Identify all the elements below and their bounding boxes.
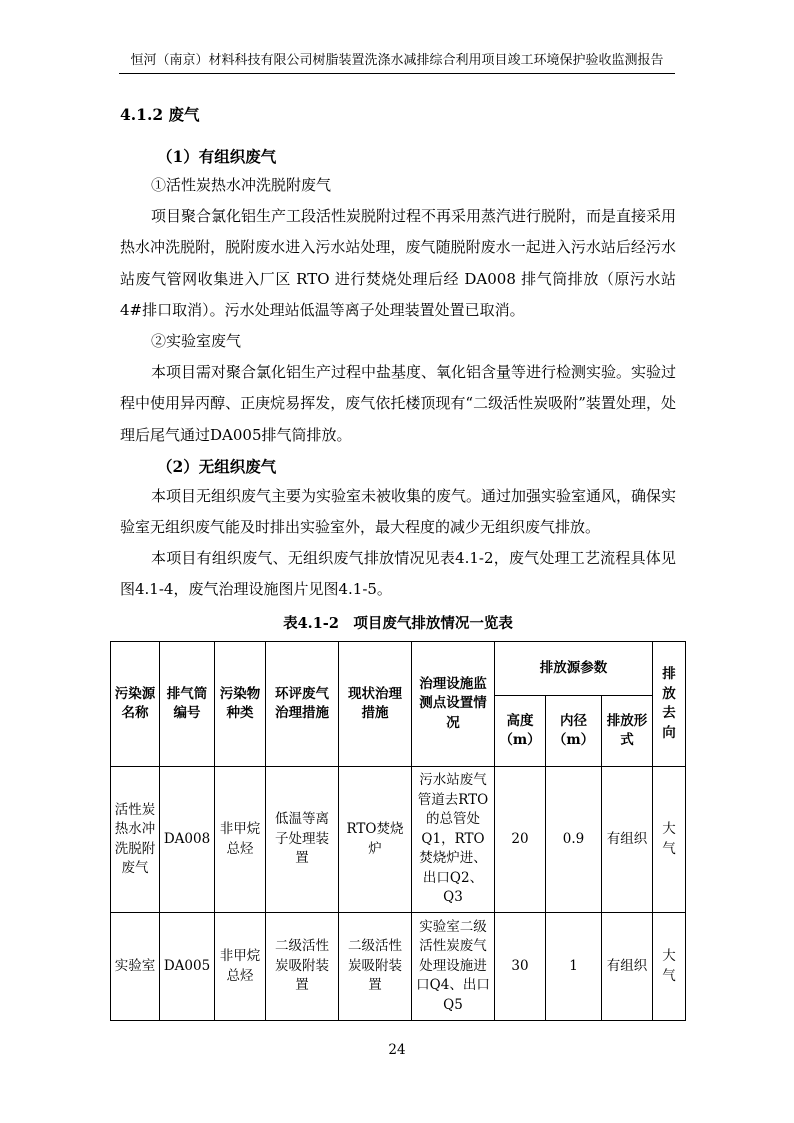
header-diameter: 内径（m） [546, 696, 602, 767]
cell-eia-measure: 二级活性炭吸附装置 [266, 913, 339, 1021]
header-pollutant: 污染物种类 [215, 642, 266, 767]
header-destination: 排放去向 [653, 642, 686, 767]
item1-title: ①活性炭热水冲洗脱附废气 [151, 176, 332, 194]
summary-paragraph: 本项目有组织废气、无组织废气排放情况见表4.1-2，废气处理工艺流程具体见图4.1-4，废气治理设施图片见图4.1-5。 [120, 549, 676, 599]
cell-monitoring: 实验室二级活性炭废气处理设施进口Q4、出口Q5 [412, 913, 495, 1021]
cell-current-measure: 二级活性炭吸附装置 [339, 913, 412, 1021]
table-caption: 表4.1-2 项目废气排放情况一览表 [283, 615, 513, 632]
cell-pollutant: 非甲烷总烃 [215, 767, 266, 913]
header-params: 排放源参数 [495, 642, 653, 696]
item2-title: ②实验室废气 [151, 332, 242, 350]
cell-height: 20 [495, 767, 546, 913]
organized-heading: （1）有组织废气 [157, 147, 277, 166]
header-source: 污染源名称 [111, 642, 160, 767]
table-header-row [111, 642, 686, 696]
cell-pollutant: 非甲烷总烃 [215, 913, 266, 1021]
cell-diameter: 1 [546, 913, 602, 1021]
header-current-measure: 现状治理措施 [339, 642, 412, 767]
cell-monitoring: 污水站废气管道去RTO的总管处Q1，RTO焚烧炉进、出口Q2、Q3 [412, 767, 495, 913]
section-heading: 4.1.2 废气 [120, 105, 200, 124]
page-header: 恒河（南京）材料科技有限公司树脂装置洗涤水减排综合利用项目竣工环境保护验收监测报告 [130, 53, 664, 68]
item1-paragraph: 项目聚合氯化铝生产工段活性炭脱附过程不再采用蒸汽进行脱附，而是直接采用热水冲洗脱附，脱附废水进入污水站处理，废气随脱附废水一起进入污水站后经污水站废气管网收集进入厂区 RTO 进行焚烧处理后经 DA008 排气筒排放（原污水站 4#排口取消）。污水处理站低温等离子处理装置处置已取消。 [120, 207, 677, 319]
cell-eia-measure: 低温等离子处理装置 [266, 767, 339, 913]
cell-destination: 大气 [653, 767, 686, 913]
page-number: 24 [388, 1042, 406, 1058]
emission-table [110, 641, 686, 1021]
header-outlet-no: 排气筒编号 [160, 642, 215, 767]
cell-form: 有组织 [602, 913, 653, 1021]
header-rule [119, 73, 675, 74]
table-row [111, 767, 686, 913]
cell-destination: 大气 [653, 913, 686, 1021]
cell-outlet-no: DA005 [160, 913, 215, 1021]
header-form: 排放形式 [602, 696, 653, 767]
item2-paragraph: 本项目需对聚合氯化铝生产过程中盐基度、氧化铝含量等进行检测实验。实验过程中使用异丙醇、正庚烷易挥发，废气依托楼顶现有“二级活性炭吸附”装置处理，处理后尾气通过DA005排气筒排放。 [120, 363, 677, 444]
header-monitoring: 治理设施监测点设置情况 [412, 642, 495, 767]
unorganized-heading: （2）无组织废气 [157, 457, 277, 476]
cell-current-measure: RTO焚烧炉 [339, 767, 412, 913]
header-eia-measure: 环评废气治理措施 [266, 642, 339, 767]
cell-source: 实验室 [111, 913, 160, 1021]
unorganized-paragraph: 本项目无组织废气主要为实验室未被收集的废气。通过加强实验室通风，确保实验室无组织废气能及时排出实验室外，最大程度的减少无组织废气排放。 [120, 487, 677, 537]
cell-height: 30 [495, 913, 546, 1021]
cell-outlet-no: DA008 [160, 767, 215, 913]
table-row [111, 913, 686, 1021]
cell-source: 活性炭热水冲洗脱附废气 [111, 767, 160, 913]
cell-diameter: 0.9 [546, 767, 602, 913]
cell-form: 有组织 [602, 767, 653, 913]
header-height: 高度（m） [495, 696, 546, 767]
